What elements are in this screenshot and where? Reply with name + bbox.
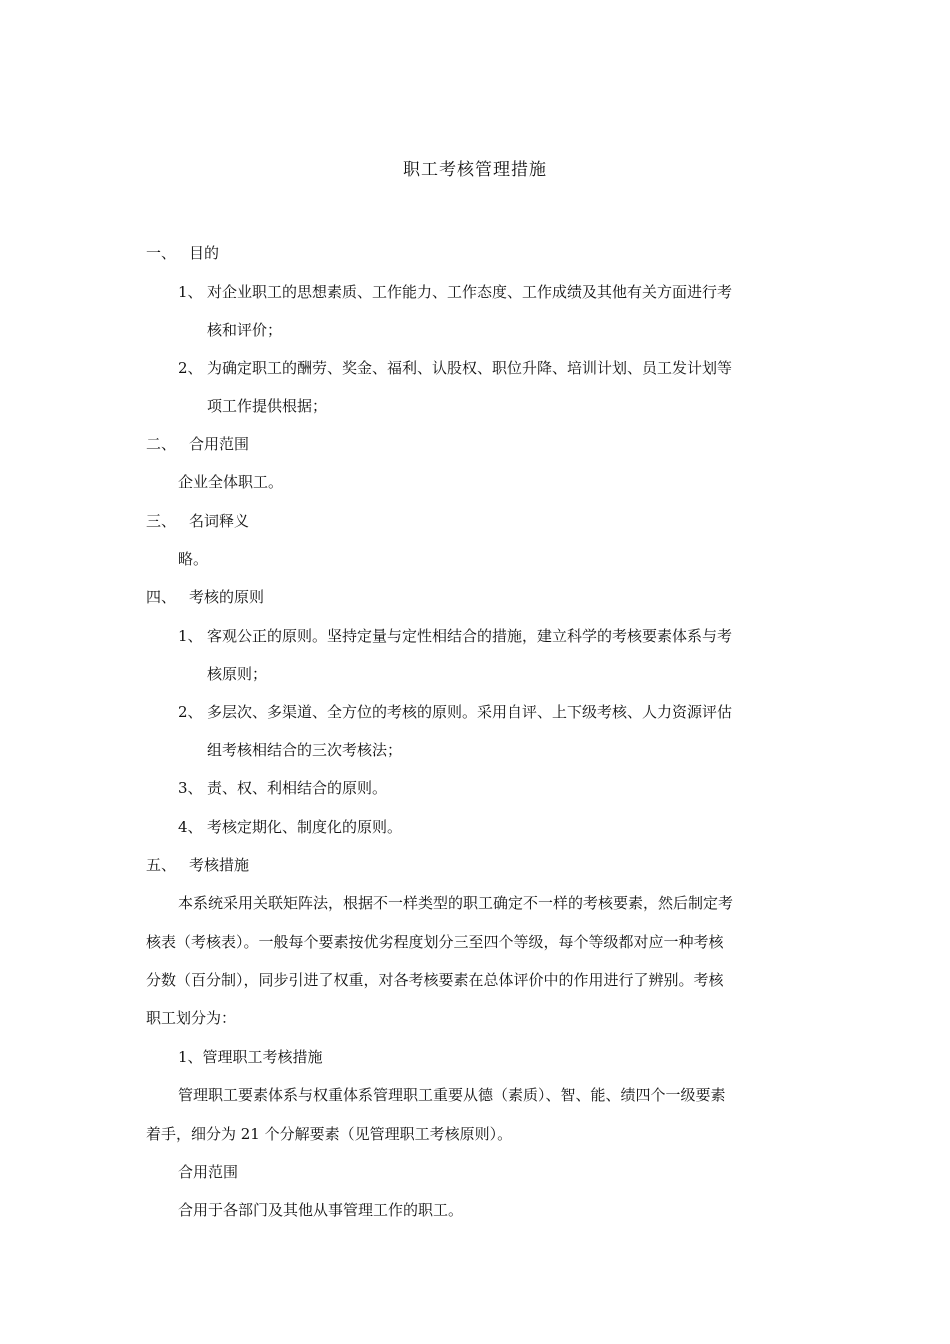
document-title: 职工考核管理措施 (403, 160, 547, 180)
s1-item-2 (178, 358, 732, 378)
s5-paragraph-1-line-2: 核表（考核表）。一般每个要素按优劣程度划分三至四个等级，每个等级都对应一种考核 (146, 933, 724, 951)
s4-item-1-text: 客观公正的原则。坚持定量与定性相结合的措施，建立科学的考核要素体系与考 (207, 627, 733, 645)
s5-subheading-1: 1、管理职工考核措施 (178, 1048, 323, 1066)
s5-paragraph-2-line-1: 管理职工要素体系与权重体系管理职工重要从德（素质）、智、能、绩四个一级要素 (178, 1086, 726, 1104)
s4-item-2-continuation: 组考核相结合的三次考核法； (207, 741, 403, 759)
s1-item-1-text: 对企业职工的思想素质、工作能力、工作态度、工作成绩及其他有关方面进行考 (207, 283, 733, 301)
s5-paragraph-1-line-3: 分数（百分制），同步引进了权重，对各考核要素在总体评价中的作用进行了辨别。考核 (146, 971, 724, 989)
s1-item-1 (178, 282, 732, 302)
section-3-number: 三、 (146, 512, 177, 530)
s4-item-2-number: 2、 (178, 703, 203, 721)
s4-item-4 (178, 817, 402, 837)
s1-item-1-continuation: 核和评价； (207, 321, 283, 339)
s4-item-1 (178, 626, 732, 646)
s4-item-1-number: 1、 (178, 627, 203, 645)
s4-item-3-number: 3、 (178, 779, 203, 797)
s5-paragraph-2-line-2: 着手，细分为 21 个分解要素（见管理职工考核原则）。 (146, 1125, 513, 1143)
section-3-text: 略。 (178, 550, 209, 568)
s5-paragraph-1-line-1: 本系统采用关联矩阵法，根据不一样类型的职工确定不一样的考核要素，然后制定考 (178, 894, 734, 912)
section-5-title: 考核措施 (189, 856, 250, 874)
section-1-title: 目的 (189, 244, 220, 262)
section-2-text: 企业全体职工。 (178, 473, 284, 491)
section-4-number: 四、 (146, 588, 177, 606)
s4-item-4-number: 4、 (178, 818, 203, 836)
s1-item-2-number: 2、 (178, 359, 203, 377)
section-2-number: 二、 (146, 435, 177, 453)
section-5-number: 五、 (146, 856, 177, 874)
s4-item-3-text: 责、权、利相结合的原则。 (207, 779, 388, 797)
s1-item-1-number: 1、 (178, 283, 203, 301)
s4-item-4-text: 考核定期化、制度化的原则。 (207, 818, 403, 836)
s4-item-3 (178, 778, 387, 798)
s4-item-1-continuation: 核原则； (207, 665, 268, 683)
section-1-number: 一、 (146, 244, 177, 262)
s5-subheading-2: 合用范围 (178, 1163, 239, 1181)
s4-item-2-text: 多层次、多渠道、全方位的考核的原则。采用自评、上下级考核、人力资源评估 (207, 703, 733, 721)
s1-item-2-continuation: 项工作提供根据； (207, 397, 328, 415)
s1-item-2-text: 为确定职工的酬劳、奖金、福利、认股权、职位升降、培训计划、员工发计划等 (207, 359, 733, 377)
section-2-title: 合用范围 (189, 435, 250, 453)
section-4-title: 考核的原则 (189, 588, 265, 606)
s5-paragraph-1-line-4: 职工划分为： (146, 1009, 237, 1027)
s4-item-2 (178, 702, 732, 722)
section-3-title: 名词释义 (189, 512, 250, 530)
s5-paragraph-3: 合用于各部门及其他从事管理工作的职工。 (178, 1201, 464, 1219)
